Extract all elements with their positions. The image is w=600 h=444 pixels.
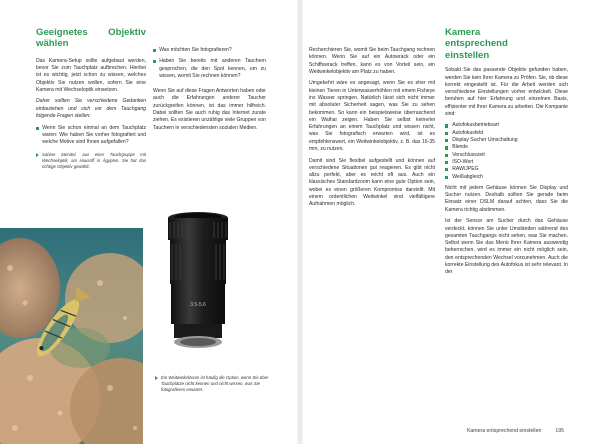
list-item: RAW/JPEG (445, 166, 568, 173)
bullet-text: Haben Sie bereits mit anderen Tauchern gesprochen, die den Spot kennen, um zu wissen, womit Sie rechnen können? (159, 58, 266, 79)
bullet-text: Was möchten Sie fotografieren? (159, 47, 232, 53)
left-column-2 (153, 47, 266, 136)
page-gutter (297, 0, 303, 444)
list-item: Display Sucher Umschaltung (445, 137, 568, 144)
fish-caption (36, 152, 146, 170)
bullet-square-icon (153, 49, 156, 52)
paragraph: Damit sind Sie flexibel aufgestellt und können auf verschiedene Situationen gut reagieren. Es gibt nicht allzu perfekt, aber es reicht oft aus. Auch ein klassisches Standardzoom kann eine gute Option sein, wobei es einen größeren Kompromiss darstellt. Mit einem ordentlichen Weitwinkel sind vielfältigere Aufnahmen möglich. (309, 157, 435, 208)
settings-list (445, 122, 568, 180)
question-bullet (153, 47, 266, 54)
bullet-square-icon (445, 132, 448, 135)
question-bullet (36, 125, 146, 147)
list-item: Autofokusbetriebsart (445, 122, 568, 129)
bullet-square-icon (36, 127, 39, 130)
bullet-square-icon (445, 176, 448, 179)
left-column-1 (36, 27, 146, 170)
section-heading-kamera: Kamera entsprechend einstellen (445, 27, 508, 61)
right-column-2 (445, 27, 568, 281)
section-heading-objektiv: Geeignetes Objektiv wählen (36, 27, 146, 50)
caption-triangle-icon (155, 376, 158, 380)
caption-text: Ein Weitwinkelzoom ist häufig die Option, wenn Sie über Tauchplätze nicht kennen und nicht wissen, was Sie fotografieren erwartet. (161, 375, 269, 392)
paragraph: Recherchieren Sie, womit Sie beim Tauchgang rechnen können. Wenn Sie auf ein Autowrack oder ein Schiffswrack treffen, kann es von Vorteil sein, ein Weitwinkelobjektiv am Platz zu haben. (309, 47, 435, 75)
bullet-square-icon (445, 154, 448, 157)
fish-photo (0, 228, 143, 444)
bullet-square-icon (445, 139, 448, 142)
paragraph: Umgekehrt wäre es angesagt, wenn Sie es eher mit kleinen Tieren in Unterwasserhöhlen mit einem Fisheye ins Wasser springen. Natürlich lässt sich nicht immer mit absoluter Sicherheit sagen, was Sie zu sehen bekommen. So kann ein beispielsweise überraschend ein Walhai zeigen. Haben Sie selbst keinerlei Erfahrungen an einem Tauchplatz und wissen nicht, was Sie fotografisch erwarten wird, ist es empfehlenswert, ein Weitwinkelobjektiv, z. B. das 16-35 mm, zu nutzen. (309, 80, 435, 153)
paragraph: Nicht mit jedem Gehäuse können Sie Display und Sucher nutzen. Deshalb sollten Sie gerade beim Einsatz einer DSLM darauf achten, dass Sie die Kamera richtig abstimmen. (445, 184, 568, 213)
page-footer (467, 428, 564, 434)
bullet-text: Wenn Sie schon einmal an dem Tauchplatz waren: Wie haben Sie vorher fotografiert und welche Motive sind Ihnen aufgefallen? (42, 124, 146, 146)
paragraph: Wenn Sie auf diese Fragen Antworten haben oder auch die Erfahrungen anderer Taucher zurückgreifen können, ist das immer hilfreich. Dabei sollten Sie auch ruhig das Internet zurate ziehen. Es existieren unzählige viele Gruppen von Tauchern in verschiedensten sozialen Medien. (153, 88, 266, 131)
list-item: Autofokusfeld (445, 130, 568, 137)
list-item: Weißabgleich (445, 174, 568, 181)
paragraph: Das Kamera-Setup sollte aufgebaut werden, bevor Sie zum Tauchplatz aufbrechen. Hierbei ist es wichtig, jetzt schon zu wissen, welches Objektiv Sie nutzen wollen, sofern Sie eine Kamera mit Wechseloptik einsetzen. (36, 57, 146, 93)
bullet-square-icon (445, 124, 448, 127)
list-item: Blende (445, 144, 568, 151)
paragraph: Sobald Sie das passende Objektiv gefunden haben, werden Sie kein Ihrer Kamera zu Pröfen. Sie, ob diese korrekt eingestellt ist. Für die Arbeit werden sich verschiedene Einstellungen vorher entwickelt. Diese beruhen auf hier Erfahrung und einzelnen Basis, effizienter mit Ihrer Kamera zu arbeiten. Die Kompanie sind: (445, 67, 568, 117)
question-bullet (153, 58, 266, 80)
bullet-square-icon (445, 161, 448, 164)
right-column-1 (309, 47, 435, 213)
footer-label: Kamera entsprechend einstellen (466, 428, 542, 434)
list-item: Verschlusszeit (445, 152, 568, 159)
caption-triangle-icon (36, 153, 39, 157)
lens-caption (155, 375, 269, 393)
page-number: 195 (555, 428, 564, 434)
list-item: ISO-Wert (445, 159, 568, 166)
bullet-square-icon (445, 146, 448, 149)
caption-text: Sabine Stendel, aus einer Tauchgruppe mit Wechseloptik, am Hausriff in Ägypten. Sie hat das richtige Objektiv gewählt. (42, 152, 146, 170)
bullet-square-icon (153, 60, 156, 63)
paragraph: Ist der Sensor am Sucher durch das Gehäuse verdeckt, können Sie unter Umständen während des gesamten Tauchgangs nicht sehen, was Sie machen. Selbst wenn Sie das Menü Ihrer Kamera auswendig beherrschen, wird es immer ein nicht möglich sein, den entsprechenden Wechsel vorzunehmen. Auch die korrekte Einstellung des Autofokus ist sehr relevant. In der (445, 218, 568, 276)
lens-photo (162, 210, 234, 358)
bullet-square-icon (445, 168, 448, 171)
svg-text:3.5-5.6: 3.5-5.6 (190, 302, 206, 308)
paragraph: Daher sollten Sie verschiedene Gedanken einbeziehen und sich vor dem Tauchgang folgende Fragen stellen: (36, 98, 146, 120)
